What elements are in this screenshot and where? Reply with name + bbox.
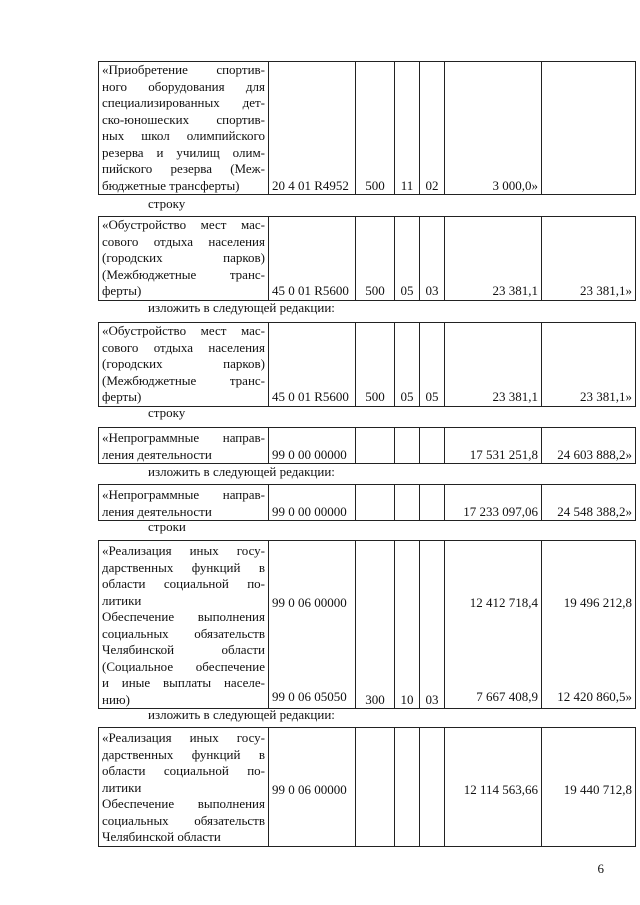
cell-name xyxy=(99,323,269,407)
sum2-row1: 19 440 712,8 xyxy=(563,782,632,797)
name-line: Обеспечение выполнения xyxy=(102,796,265,811)
name-line: социальных обязательств xyxy=(102,625,265,641)
name-line: ления деятельности xyxy=(102,446,212,462)
cell-rz xyxy=(395,485,420,521)
name-line: ско-юношеских спортив- xyxy=(102,111,265,127)
page-number: 6 xyxy=(597,861,604,876)
name-line: ных школ олимпийского xyxy=(102,128,265,143)
cell-sum2 xyxy=(542,541,636,709)
name-line: «Непрограммные направ- xyxy=(102,430,265,445)
connector-text: изложить в следующей редакции: xyxy=(148,707,335,722)
cell-vr: 500 xyxy=(356,62,395,195)
sum1-row1: 12 114 563,66 xyxy=(463,782,538,797)
name-line: дарственных функций в xyxy=(102,746,265,762)
cell-sum2: 24 603 888,2» xyxy=(542,428,636,464)
cell-rz: 10 xyxy=(395,541,420,709)
name-line: «Реализация иных госу- xyxy=(102,730,265,745)
name-line: Обеспечение выполнения xyxy=(102,609,265,624)
name-line: бюджетные трансферты) xyxy=(102,177,240,193)
name-line: (Межбюджетные транс- xyxy=(102,372,265,388)
cell-csr: 20 4 01 R4952 xyxy=(269,62,356,195)
name-line: сового отдыха населения xyxy=(102,233,265,249)
cell-rz: 05 xyxy=(395,323,420,407)
table-block-4 xyxy=(98,427,636,464)
cell-vr: 500 xyxy=(356,323,395,407)
cell-sum1: 23 381,1 xyxy=(445,217,542,301)
cell-pr xyxy=(420,485,445,521)
name-line: литики xyxy=(102,592,142,608)
sum2-row2: 12 420 860,5» xyxy=(557,688,632,704)
name-line: литики xyxy=(102,779,142,795)
cell-vr xyxy=(356,428,395,464)
cell-csr xyxy=(269,728,356,847)
cell-rz: 05 xyxy=(395,217,420,301)
name-line: и иные выплаты населе- xyxy=(102,675,265,690)
cell-pr: 03 xyxy=(420,541,445,709)
cell-name xyxy=(99,62,269,195)
table-block-1 xyxy=(98,61,636,195)
name-line: резерва и училищ олим- xyxy=(102,144,265,160)
name-line: дарственных функций в xyxy=(102,559,265,575)
name-line: (городских парков) xyxy=(102,250,265,265)
name-line: ферты) xyxy=(102,283,142,298)
name-line: (городских парков) xyxy=(102,356,265,371)
cell-sum1: 3 000,0» xyxy=(445,62,542,195)
name-line: (Межбюджетные транс- xyxy=(102,266,265,282)
cell-sum1 xyxy=(445,541,542,709)
cell-pr xyxy=(420,728,445,847)
cell-sum1: 23 381,1 xyxy=(445,323,542,407)
name-line: области социальной по- xyxy=(102,763,265,778)
name-line: «Обустройство мест мас- xyxy=(102,217,265,232)
table-block-6 xyxy=(98,540,636,709)
cell-rz xyxy=(395,728,420,847)
cell-vr: 300 xyxy=(356,541,395,709)
cell-csr xyxy=(269,541,356,709)
cell-pr xyxy=(420,428,445,464)
cell-sum2: 23 381,1» xyxy=(542,323,636,407)
name-line: специализированных дет- xyxy=(102,95,265,110)
name-line: Челябинской области xyxy=(102,642,265,657)
connector-text: строку xyxy=(148,196,186,211)
cell-sum2 xyxy=(542,62,636,195)
cell-sum2: 24 548 388,2» xyxy=(542,485,636,521)
name-line: пийского резерва (Меж- xyxy=(102,161,265,176)
csr-row1: 99 0 06 00000 xyxy=(272,595,347,610)
cell-name xyxy=(99,428,269,464)
cell-name xyxy=(99,217,269,301)
name-line: ного оборудования для xyxy=(102,78,265,94)
cell-pr: 02 xyxy=(420,62,445,195)
table-block-5 xyxy=(98,484,636,521)
name-line: «Реализация иных госу- xyxy=(102,543,265,558)
cell-csr: 99 0 00 00000 xyxy=(269,485,356,521)
cell-vr xyxy=(356,485,395,521)
csr-row1: 99 0 06 00000 xyxy=(272,782,347,797)
sum1-row1: 12 412 718,4 xyxy=(469,595,538,610)
name-line: социальных обязательств xyxy=(102,812,265,828)
name-line: «Обустройство мест мас- xyxy=(102,323,265,338)
cell-name xyxy=(99,728,269,847)
csr-row2: 99 0 06 05050 xyxy=(272,688,347,704)
connector-text: изложить в следующей редакции: xyxy=(148,300,335,315)
cell-sum1: 17 233 097,06 xyxy=(445,485,542,521)
name-line: ферты) xyxy=(102,389,142,404)
cell-csr: 45 0 01 R5600 xyxy=(269,323,356,407)
cell-vr xyxy=(356,728,395,847)
name-line: Челябинской области xyxy=(102,829,221,844)
name-line: «Приобретение спортив- xyxy=(102,62,265,77)
name-line: «Непрограммные направ- xyxy=(102,487,265,502)
name-line: нию) xyxy=(102,691,130,707)
cell-csr: 45 0 01 R5600 xyxy=(269,217,356,301)
cell-sum1: 17 531 251,8 xyxy=(445,428,542,464)
connector-text: изложить в следующей редакции: xyxy=(148,464,335,479)
name-line: сового отдыха населения xyxy=(102,339,265,355)
name-line: ления деятельности xyxy=(102,503,212,519)
cell-vr: 500 xyxy=(356,217,395,301)
cell-pr: 05 xyxy=(420,323,445,407)
cell-sum2 xyxy=(542,728,636,847)
cell-sum2: 23 381,1» xyxy=(542,217,636,301)
sum2-row1: 19 496 212,8 xyxy=(563,595,632,610)
table-block-7 xyxy=(98,727,636,847)
cell-pr: 03 xyxy=(420,217,445,301)
table-block-2 xyxy=(98,216,636,301)
cell-rz xyxy=(395,428,420,464)
cell-rz: 11 xyxy=(395,62,420,195)
cell-name xyxy=(99,485,269,521)
cell-sum1 xyxy=(445,728,542,847)
sum1-row2: 7 667 408,9 xyxy=(476,688,538,704)
name-line: области социальной по- xyxy=(102,576,265,591)
name-line: (Социальное обеспечение xyxy=(102,658,265,674)
table-block-3 xyxy=(98,322,636,407)
connector-text: строку xyxy=(148,405,186,420)
cell-csr: 99 0 00 00000 xyxy=(269,428,356,464)
cell-name xyxy=(99,541,269,709)
connector-text: строки xyxy=(148,519,186,534)
